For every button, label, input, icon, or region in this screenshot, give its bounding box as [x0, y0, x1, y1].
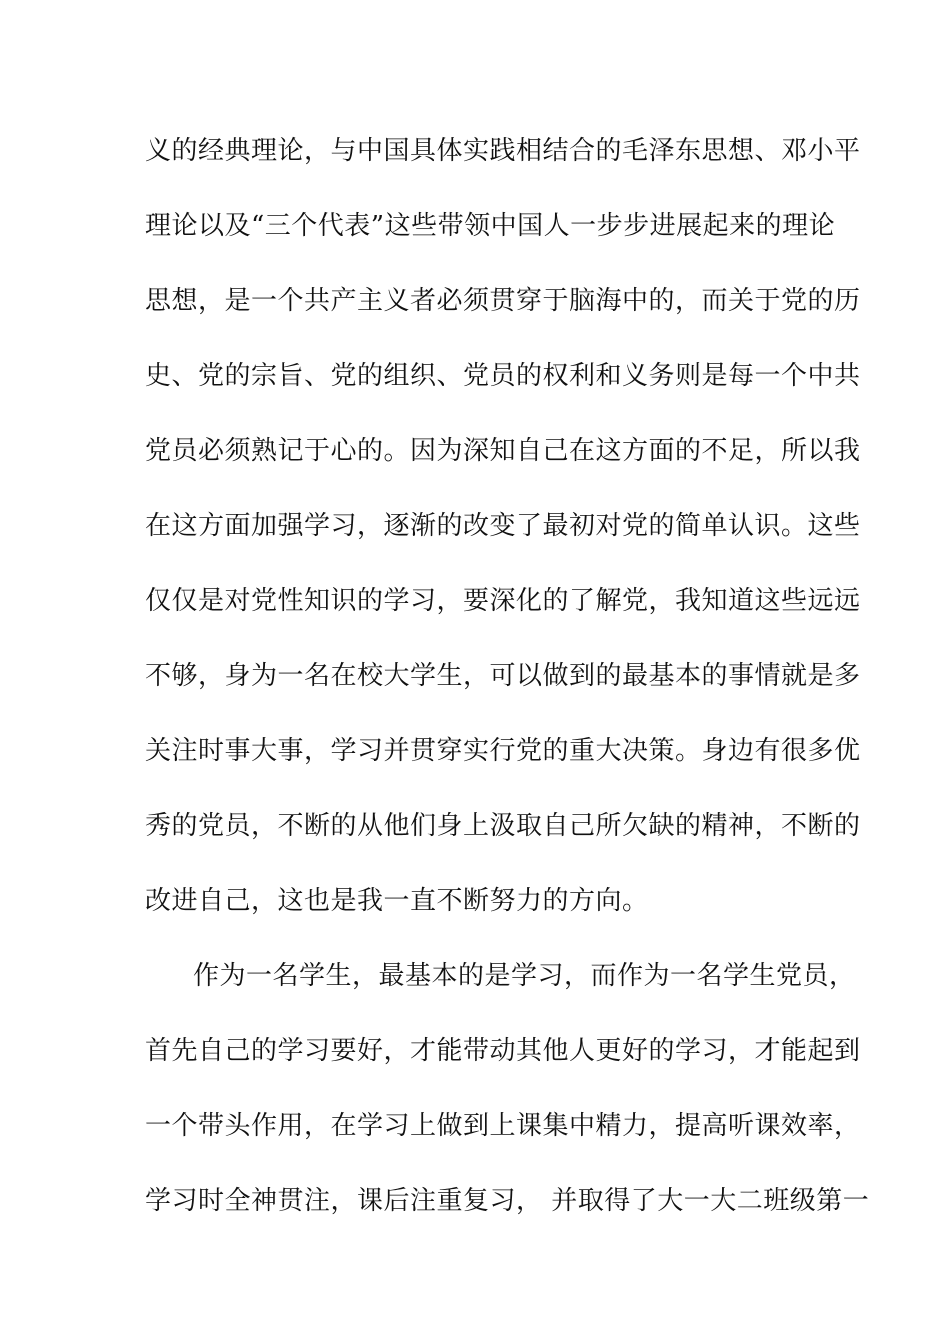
text-line-13: 首先自己的学习要好，才能带动其他人更好的学习，才能起到	[145, 1036, 861, 1066]
text-line-6: 在这方面加强学习，逐渐的改变了最初对党的简单认识。这些	[145, 511, 861, 541]
text-line-2: 理论以及“三个代表”这些带领中国人一步步进展起来的理论	[145, 211, 836, 241]
text-line-5: 党员必须熟记于心的。因为深知自己在这方面的不足，所以我	[145, 436, 861, 466]
text-line-15: 学习时全神贯注，课后注重复习， 并取得了大一大二班级第一	[145, 1186, 870, 1216]
text-line-12: 作为一名学生，最基本的是学习，而作为一名学生党员，	[193, 961, 856, 991]
text-line-1: 义的经典理论，与中国具体实践相结合的毛泽东思想、邓小平	[145, 136, 861, 166]
text-line-7: 仅仅是对党性知识的学习，要深化的了解党，我知道这些远远	[145, 586, 861, 616]
text-line-14: 一个带头作用，在学习上做到上课集中精力，提高听课效率，	[145, 1111, 861, 1141]
text-line-3: 思想，是一个共产主义者必须贯穿于脑海中的，而关于党的历	[145, 286, 861, 316]
text-line-10: 秀的党员，不断的从他们身上汲取自己所欠缺的精神，不断的	[145, 811, 861, 841]
text-line-8: 不够，身为一名在校大学生，可以做到的最基本的事情就是多	[145, 661, 861, 691]
text-line-4: 史、党的宗旨、党的组织、党员的权利和义务则是每一个中共	[145, 361, 861, 391]
text-line-11: 改进自己，这也是我一直不断努力的方向。	[145, 886, 649, 916]
text-line-9: 关注时事大事，学习并贯穿实行党的重大决策。身边有很多优	[145, 736, 861, 766]
